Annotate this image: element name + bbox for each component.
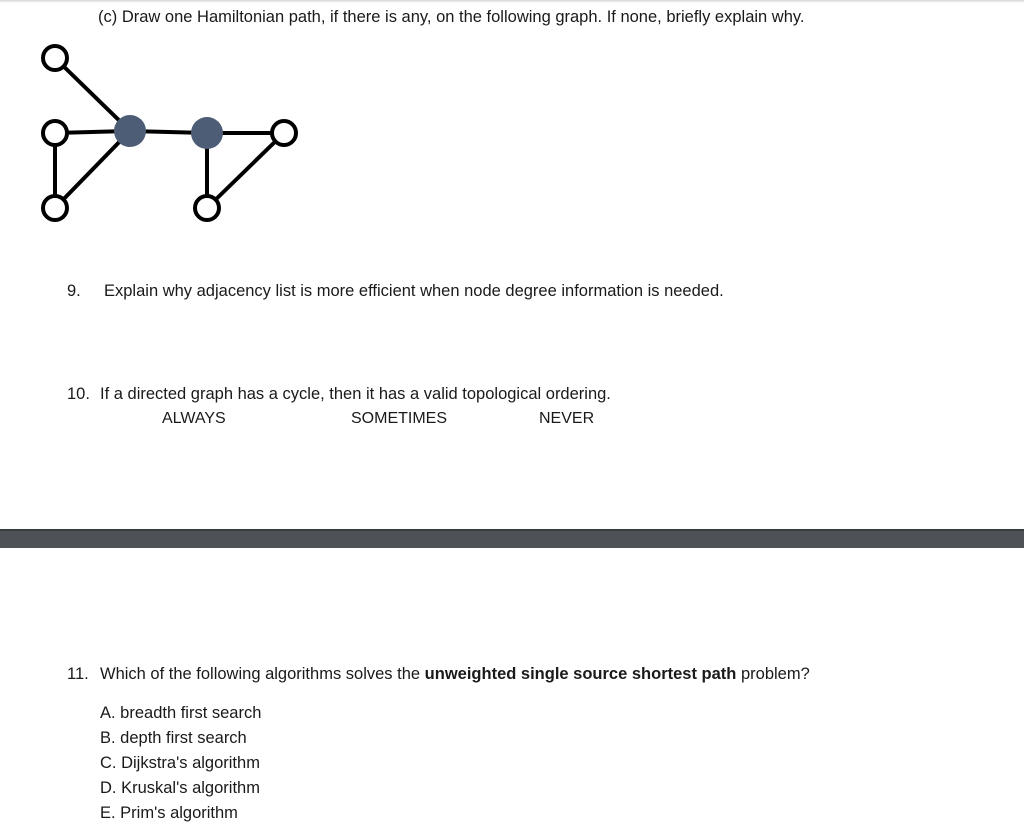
graph-node-g: [195, 196, 219, 220]
option-b[interactable]: B. depth first search: [100, 729, 247, 747]
graph-node-e: [191, 117, 223, 149]
question-11-text-bold: unweighted single source shortest path: [424, 665, 737, 683]
option-e[interactable]: E. Prim's algorithm: [100, 804, 238, 822]
page-separator: [0, 529, 1024, 548]
question-11-text: [100, 664, 810, 684]
question-11-text-after: problem?: [740, 665, 810, 683]
graph-node-a: [43, 46, 67, 70]
question-11-number: 11.: [67, 665, 89, 683]
graph-edges: [55, 58, 284, 208]
graph-edge-f-g: [207, 133, 284, 208]
graph-node-c: [43, 196, 67, 220]
option-c[interactable]: C. Dijkstra's algorithm: [100, 754, 260, 772]
option-d[interactable]: D. Kruskal's algorithm: [100, 779, 260, 797]
question-9-text: Explain why adjacency list is more efficient when node degree information is needed.: [104, 282, 724, 300]
graph-figure: [0, 0, 320, 240]
question-11-text-before: Which of the following algorithms solves the: [100, 665, 421, 683]
question-10-number: 10.: [67, 385, 90, 403]
graph-edge-c-d: [55, 131, 130, 208]
graph-node-b: [43, 121, 67, 145]
option-a[interactable]: A. breadth first search: [100, 704, 262, 722]
question-10-text: If a directed graph has a cycle, then it has a valid topological ordering.: [100, 385, 611, 403]
graph-node-f: [272, 121, 296, 145]
choice-never[interactable]: NEVER: [539, 410, 595, 427]
choice-always[interactable]: ALWAYS: [162, 410, 226, 427]
question-9-number: 9.: [67, 282, 81, 300]
graph-node-d: [114, 115, 146, 147]
choice-sometimes[interactable]: SOMETIMES: [351, 410, 448, 427]
question-8c-text: (c) Draw one Hamiltonian path, if there is any, on the following graph. If none, briefly explain why.: [98, 8, 805, 26]
